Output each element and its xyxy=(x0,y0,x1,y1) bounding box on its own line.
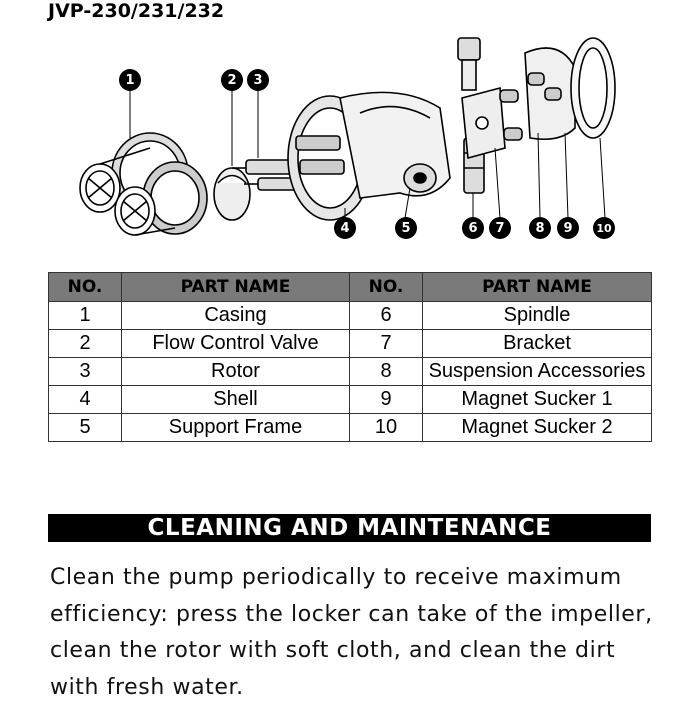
paragraph-line: clean the rotor with soft cloth, and clean the dirt xyxy=(50,633,680,670)
part-number: 10 xyxy=(350,414,423,442)
table-row xyxy=(49,358,652,386)
part-number: 9 xyxy=(350,386,423,414)
header-part-name-left: PART NAME xyxy=(122,273,350,302)
part-name: Shell xyxy=(122,386,350,414)
pump-illustration xyxy=(0,28,700,250)
callout-6: 6 xyxy=(462,217,484,239)
header-no-left: NO. xyxy=(49,273,122,302)
part-number: 8 xyxy=(350,358,423,386)
table-row xyxy=(49,330,652,358)
part-number: 2 xyxy=(49,330,122,358)
callout-3: 3 xyxy=(247,69,269,91)
callout-8: 8 xyxy=(529,217,551,239)
part-name: Spindle xyxy=(423,302,652,330)
callout-5: 5 xyxy=(395,217,417,239)
part-number: 6 xyxy=(350,302,423,330)
part-name: Support Frame xyxy=(122,414,350,442)
model-title: JVP-230/231/232 xyxy=(48,0,224,22)
part-name: Bracket xyxy=(423,330,652,358)
part-number: 7 xyxy=(350,330,423,358)
parts-table xyxy=(48,272,652,442)
part-name: Casing xyxy=(122,302,350,330)
header-part-name-right: PART NAME xyxy=(423,273,652,302)
table-row xyxy=(49,302,652,330)
callout-2: 2 xyxy=(221,69,243,91)
part-number: 4 xyxy=(49,386,122,414)
exploded-parts-diagram xyxy=(0,28,700,250)
callout-7: 7 xyxy=(489,217,511,239)
header-no-right: NO. xyxy=(350,273,423,302)
section-heading: CLEANING AND MAINTENANCE xyxy=(48,514,651,542)
maintenance-paragraph xyxy=(50,560,680,706)
callout-10: 10 xyxy=(593,217,615,239)
table-row xyxy=(49,386,652,414)
table-row xyxy=(49,414,652,442)
part-name: Magnet Sucker 1 xyxy=(423,386,652,414)
callout-4: 4 xyxy=(334,217,356,239)
paragraph-line: with fresh water. xyxy=(50,670,680,706)
part-number: 3 xyxy=(49,358,122,386)
callout-1: 1 xyxy=(119,69,141,91)
part-name: Rotor xyxy=(122,358,350,386)
part-name: Flow Control Valve xyxy=(122,330,350,358)
table-header-row xyxy=(49,273,652,302)
callout-9: 9 xyxy=(557,217,579,239)
paragraph-line: efficiency: press the locker can take of the impeller, xyxy=(50,597,680,634)
paragraph-line: Clean the pump periodically to receive maximum xyxy=(50,560,680,597)
part-number: 5 xyxy=(49,414,122,442)
part-name: Suspension Accessories xyxy=(423,358,652,386)
part-name: Magnet Sucker 2 xyxy=(423,414,652,442)
part-number: 1 xyxy=(49,302,122,330)
